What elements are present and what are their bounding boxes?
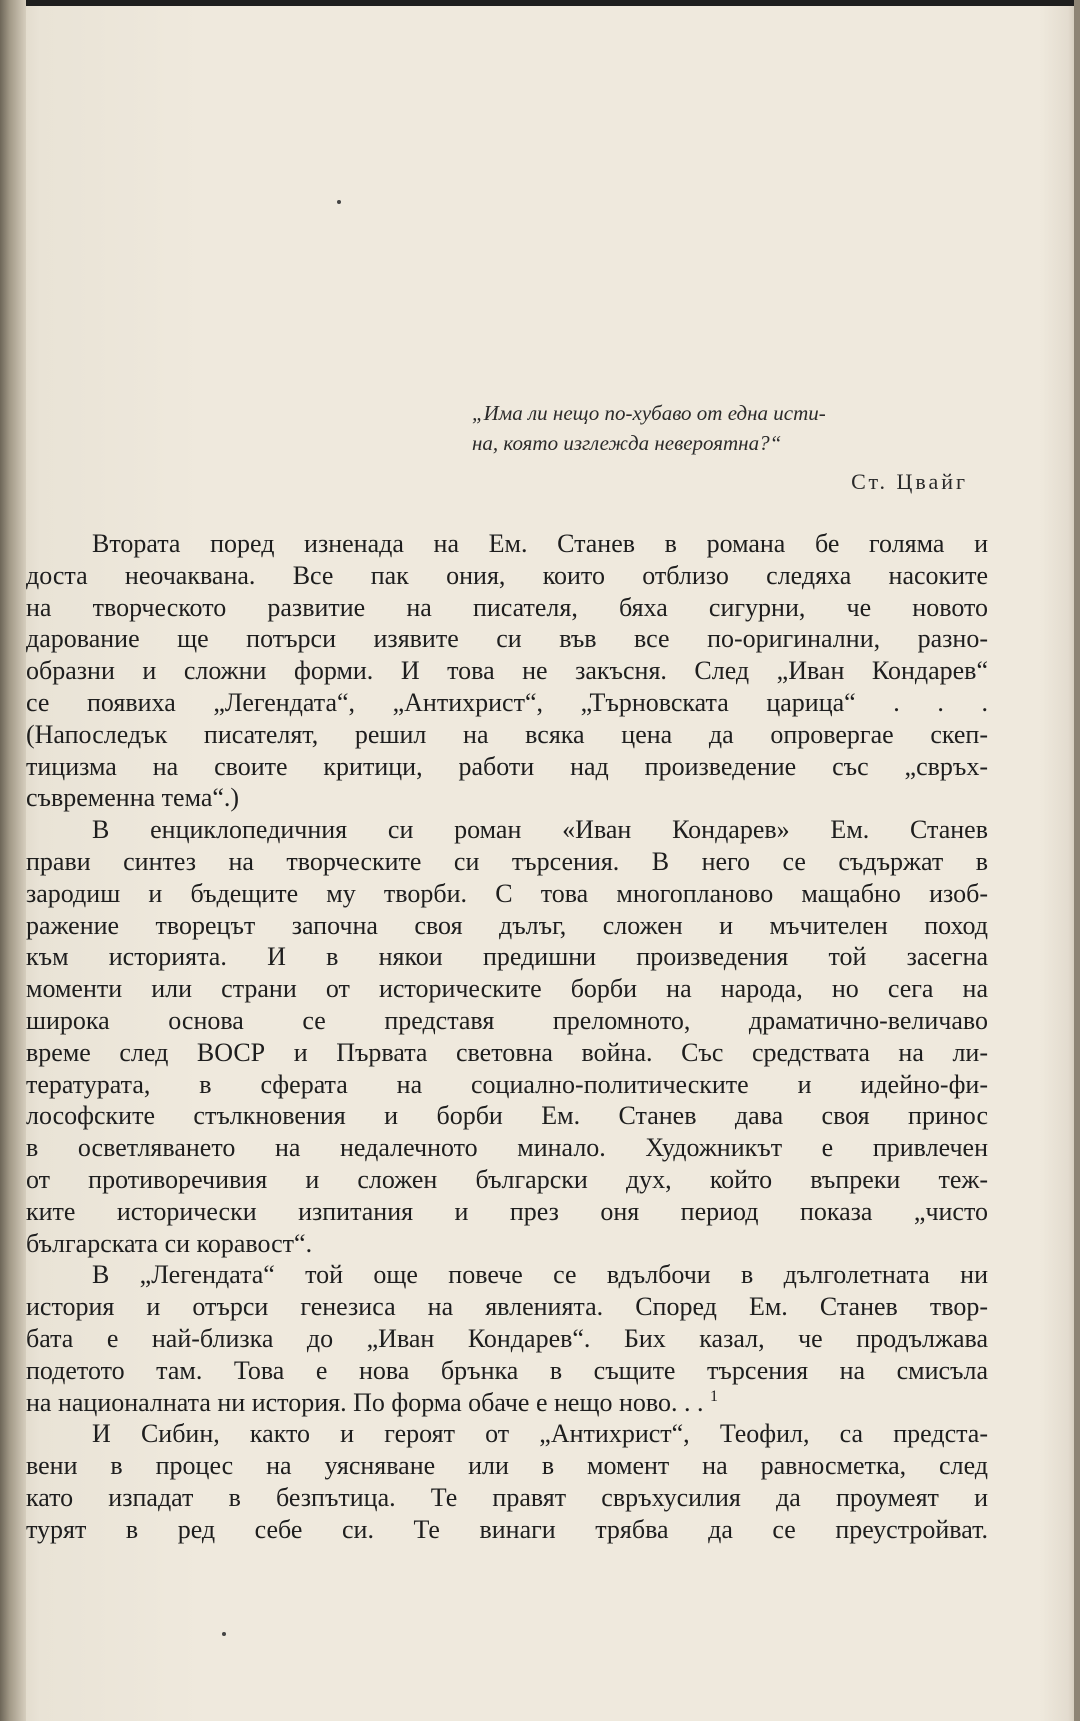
text-line: дарование ще потърси изявите си във все по-оригинални, разно- xyxy=(26,624,988,654)
epigraph-line: на, която изглежда невероятна?“ xyxy=(472,431,782,455)
text-line: прави синтез на творческите си търсения. В него се съдържат в xyxy=(26,846,988,876)
text-line: ките исторически изпитания и през оня период показа „чисто xyxy=(26,1196,988,1226)
ink-speck xyxy=(222,1632,226,1636)
text-line: история и отърси генезиса на явленията. Според Ем. Станев твор- xyxy=(26,1292,988,1322)
epigraph-quote xyxy=(472,398,972,458)
text-line: българската си коравост“. xyxy=(26,1228,313,1258)
text-line: като изпадат в безпътица. Те правят свръхусилия да проумеят и xyxy=(26,1482,988,1512)
epigraph-line: „Има ли нещо по-хубаво от една исти- xyxy=(472,401,826,425)
top-rule xyxy=(0,0,1080,6)
text-line: широка основа се представя преломното, драматично-величаво xyxy=(26,1005,988,1035)
text-line: на националната ни история. По форма обаче е нещо ново. . . xyxy=(26,1387,704,1417)
text-line: от противоречивия и сложен български дух, който въпреки теж- xyxy=(26,1164,988,1194)
body-text xyxy=(26,528,988,1546)
text-line: доста неочаквана. Все пак ония, които отблизо следяха насоките xyxy=(26,560,988,590)
text-line: вени в процес на уясняване или в момент на равносметка, след xyxy=(26,1451,988,1481)
page-right-edge xyxy=(1074,0,1080,1721)
text-line: в осветляването на недалечното минало. Художникът е привлечен xyxy=(26,1133,988,1163)
text-line: Втората поред изненада на Ем. Станев в романа бе голяма и xyxy=(92,529,988,558)
text-line: към историята. И в някои предишни произведения той засегна xyxy=(26,942,988,972)
text-line: лософските стълкновения и борби Ем. Станев дава своя принос xyxy=(26,1101,988,1131)
text-line: образни и сложни форми. И това не закъсня. След „Иван Кондарев“ xyxy=(26,656,988,686)
text-line: (Напоследък писателят, решил на всяка цена да опровергае скеп- xyxy=(26,719,988,749)
ink-speck xyxy=(337,200,341,204)
footnote-marker[interactable]: 1 xyxy=(710,1387,718,1405)
text-line: моменти или страни от историческите борби на народа, но сега на xyxy=(26,974,988,1004)
text-line: ражение творецът започна своя дълъг, сложен и мъчителен поход xyxy=(26,910,988,940)
text-line-with-footnote xyxy=(26,1387,988,1419)
text-line: турят в ред себе си. Те винаги трябва да се преустройват. xyxy=(26,1514,988,1544)
text-line: тературата, в сферата на социално-политическите и идейно-фи- xyxy=(26,1069,988,1099)
text-line: В енциклопедичния си роман «Иван Кондарев» Ем. Станев xyxy=(92,815,988,845)
text-line: тицизма на своите критици, работи над произведение със „свръх- xyxy=(26,751,988,781)
text-line: подетото там. Това е нова брънка в същите търсения на смисъла xyxy=(26,1355,988,1385)
text-line: В „Легендата“ той още повече се вдълбочи в дълголетната ни xyxy=(92,1260,988,1290)
epigraph-author: Ст. Цвайг xyxy=(851,469,968,494)
text-line: И Сибин, както и героят от „Антихрист“, Теофил, са предста- xyxy=(92,1419,988,1449)
text-line: съвременна тема“.) xyxy=(26,783,240,813)
text-line: на творческото развитие на писателя, бяха сигурни, че новото xyxy=(26,592,988,622)
text-line: бата е най-близка до „Иван Кондарев“. Бих казал, че продължава xyxy=(26,1323,988,1353)
text-line: се появиха „Легендата“, „Антихрист“, „Търновската царица“ . . . xyxy=(26,687,988,717)
page-spine-edge xyxy=(0,0,26,1721)
text-line: зародиш и бъдещите му творби. С това многопланово мащабно изоб- xyxy=(26,878,988,908)
text-line: време след ВОСР и Първата световна война. Със средствата на ли- xyxy=(26,1037,988,1067)
